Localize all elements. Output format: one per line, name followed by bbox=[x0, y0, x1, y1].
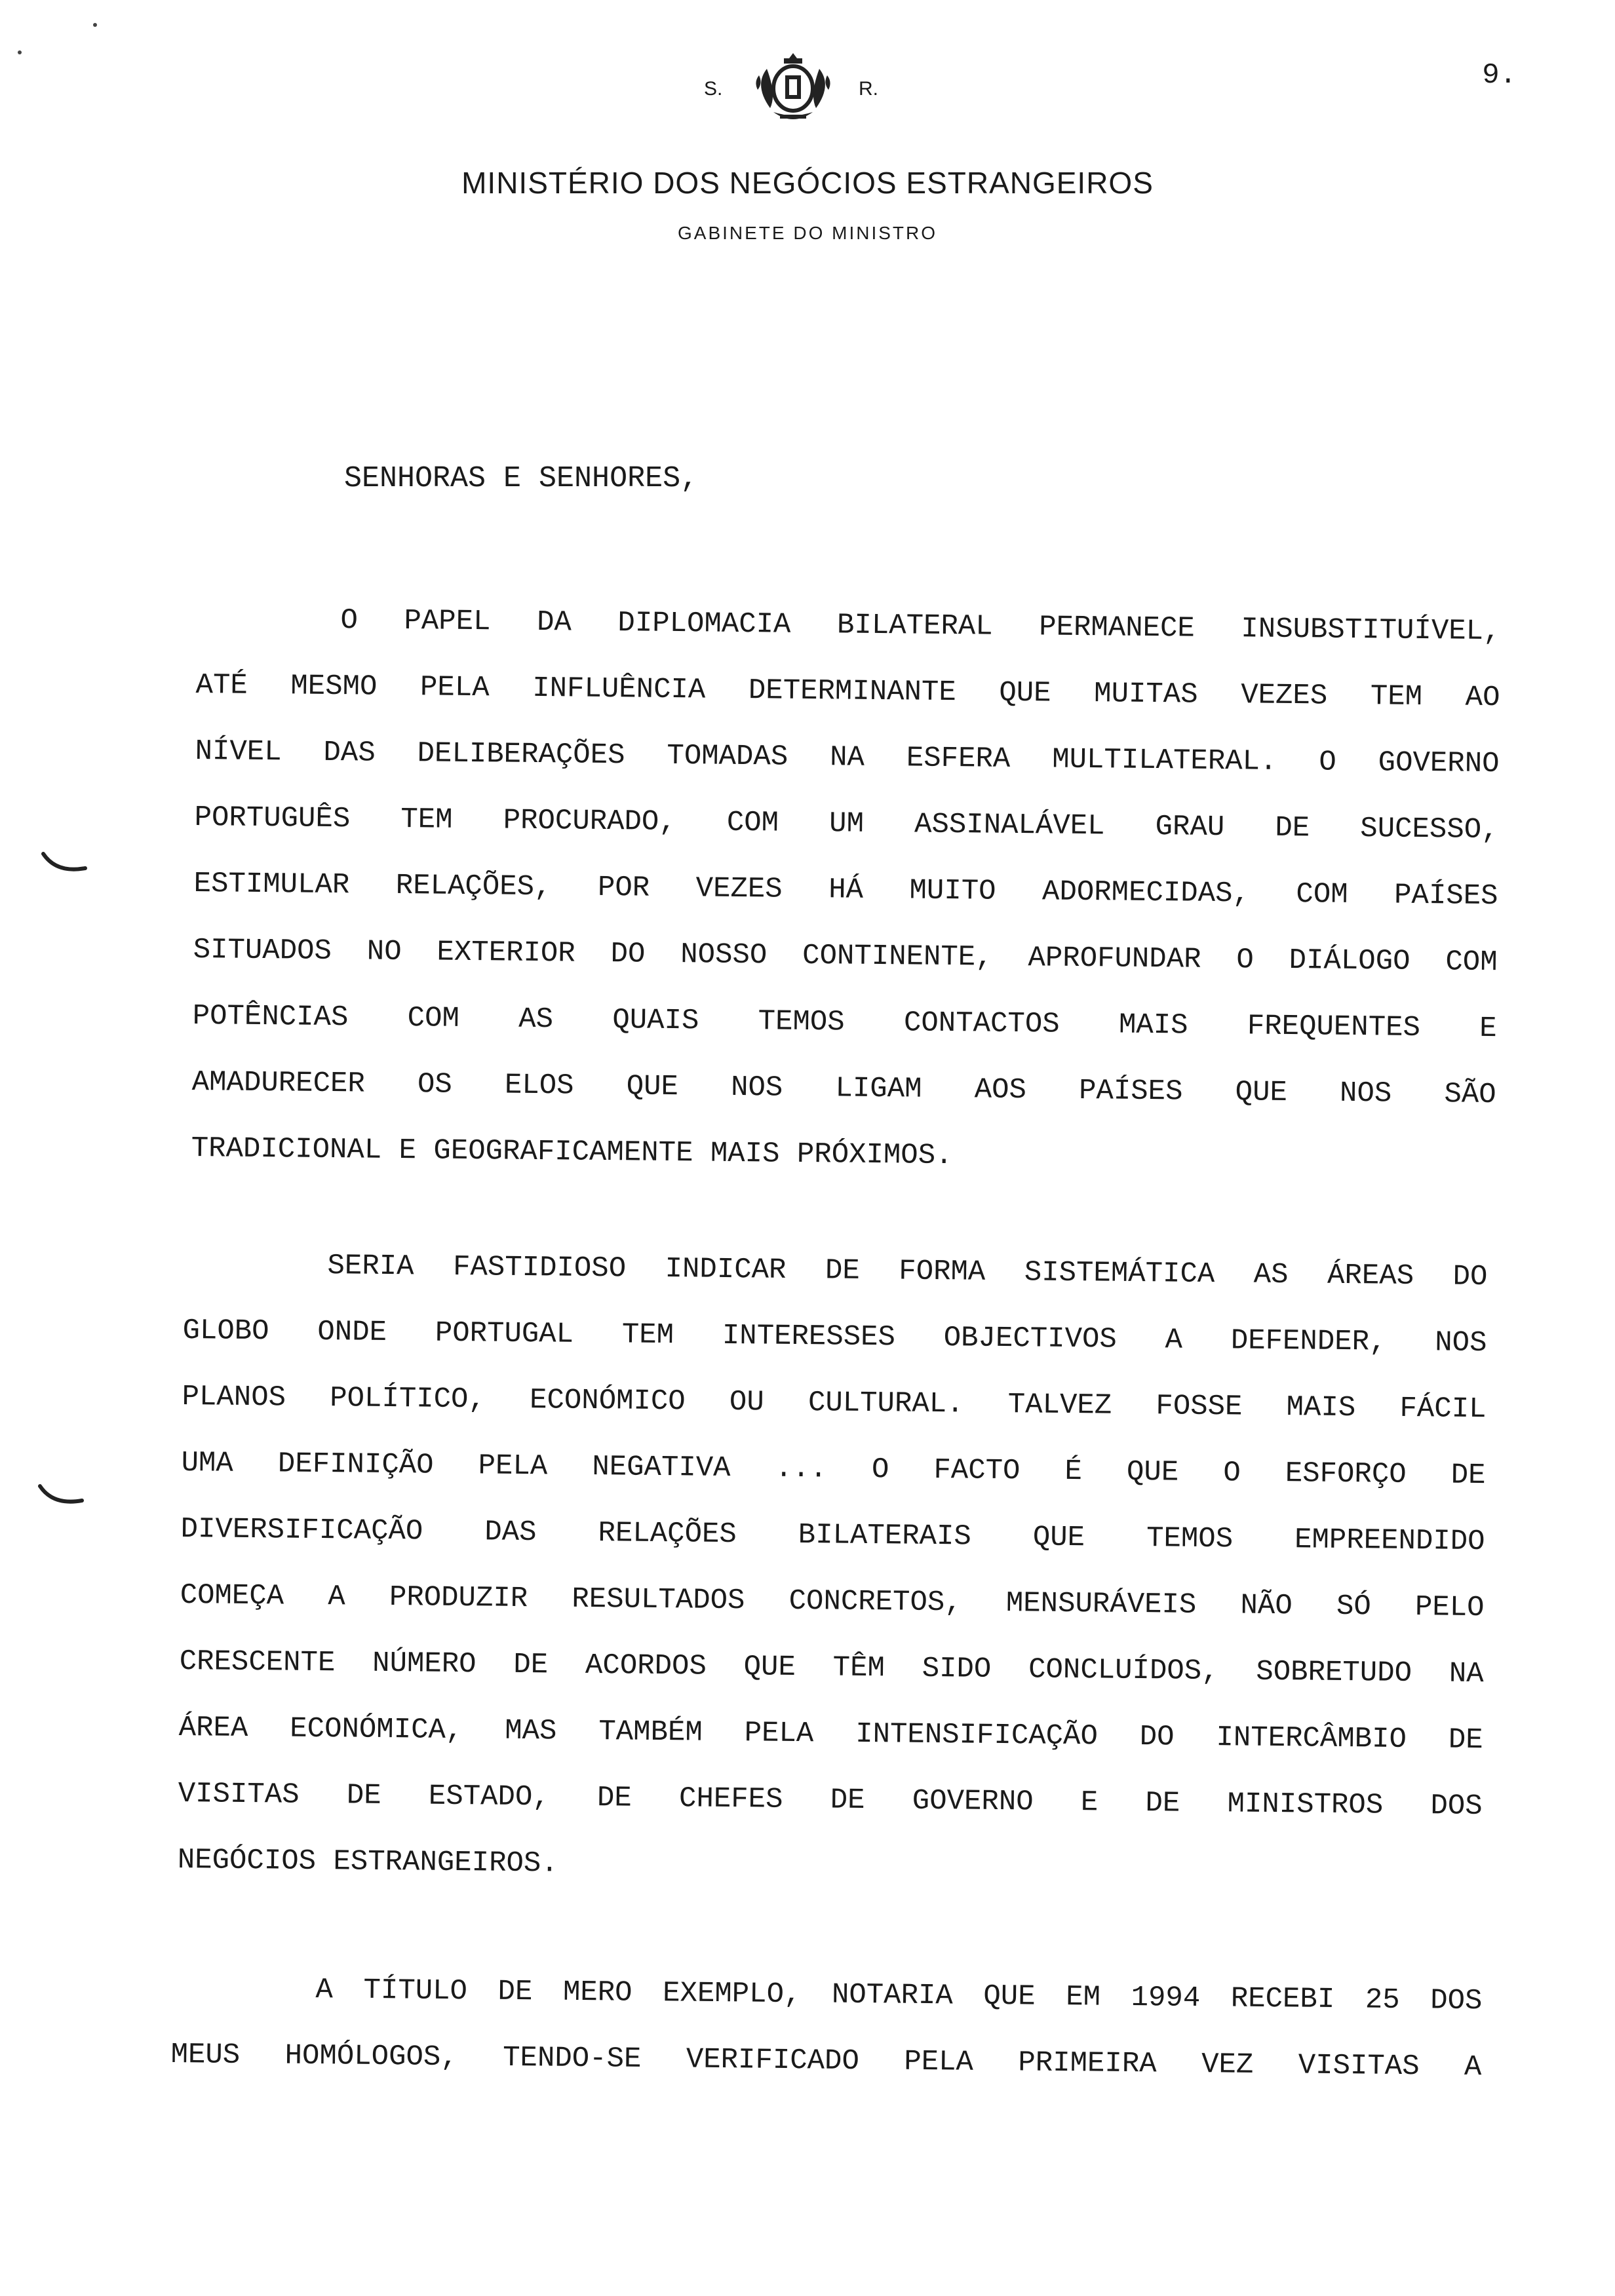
margin-tick-mark bbox=[36, 1481, 88, 1514]
paragraph-1 bbox=[191, 586, 1501, 1195]
text-line: UMA DEFINIÇÃO PELA NEGATIVA ... O FACTO É QUE O ESFORÇO DE bbox=[181, 1446, 1486, 1493]
text-line: A TÍTULO DE MERO EXEMPLO, NOTARIA QUE EM 1994 RECEBI 25 DOS bbox=[315, 1974, 1483, 2018]
text-line: SERIA FASTIDIOSO INDICAR DE FORMA SISTEMÁTICA AS ÁREAS DO bbox=[327, 1250, 1488, 1294]
scan-speck bbox=[88, 18, 102, 31]
text-line: O PAPEL DA DIPLOMACIA BILATERAL PERMANECE INSUBSTITUÍVEL, bbox=[340, 604, 1501, 649]
letterhead-marks bbox=[0, 49, 1615, 128]
cabinet-subtitle: GABINETE DO MINISTRO bbox=[677, 223, 938, 243]
page-number: 9. bbox=[1482, 59, 1517, 92]
text-line: GLOBO ONDE PORTUGAL TEM INTERESSES OBJECTIVOS A DEFENDER, NOS bbox=[182, 1314, 1487, 1360]
text-line: NEGÓCIOS ESTRANGEIROS. bbox=[177, 1843, 558, 1881]
letterhead-mark-left: S. bbox=[704, 78, 723, 100]
paragraph-2 bbox=[177, 1232, 1488, 1906]
salutation: SENHORAS E SENHORES, bbox=[344, 462, 699, 495]
text-line: AMADURECER OS ELOS QUE NOS LIGAM AOS PAÍSES QUE NOS SÃO bbox=[191, 1065, 1496, 1112]
letterhead-mark-right: R. bbox=[859, 78, 878, 100]
text-line: ESTIMULAR RELAÇÕES, POR VEZES HÁ MUITO ADORMECIDAS, COM PAÍSES bbox=[193, 867, 1498, 913]
text-line: SITUADOS NO EXTERIOR DO NOSSO CONTINENTE, APROFUNDAR O DIÁLOGO COM bbox=[193, 933, 1498, 980]
text-line: CRESCENTE NÚMERO DE ACORDOS QUE TÊM SIDO CONCLUÍDOS, SOBRETUDO NA bbox=[179, 1645, 1484, 1691]
margin-tick-mark bbox=[39, 849, 92, 881]
text-line: COMEÇA A PRODUZIR RESULTADOS CONCRETOS, MENSURÁVEIS NÃO SÓ PELO bbox=[180, 1578, 1485, 1625]
text-line: ATÉ MESMO PELA INFLUÊNCIA DETERMINANTE QUE MUITAS VEZES TEM AO bbox=[195, 668, 1500, 715]
text-line: DIVERSIFICAÇÃO DAS RELAÇÕES BILATERAIS QUE TEMOS EMPREENDIDO bbox=[180, 1512, 1485, 1559]
coat-of-arms-icon bbox=[741, 49, 846, 128]
text-line: PORTUGUÊS TEM PROCURADO, COM UM ASSINALÁVEL GRAU DE SUCESSO, bbox=[194, 801, 1499, 847]
text-line: VISITAS DE ESTADO, DE CHEFES DE GOVERNO E DE MINISTROS DOS bbox=[178, 1777, 1483, 1824]
text-line: TRADICIONAL E GEOGRAFICAMENTE MAIS PRÓXIMOS. bbox=[191, 1132, 953, 1173]
text-line: MEUS HOMÓLOGOS, TENDO-SE VERIFICADO PELA PRIMEIRA VEZ VISITAS A bbox=[170, 2038, 1482, 2084]
scan-speck bbox=[13, 46, 26, 59]
text-line: POTÊNCIAS COM AS QUAIS TEMOS CONTACTOS MAIS FREQUENTES E bbox=[192, 999, 1497, 1046]
paragraph-3 bbox=[170, 1956, 1483, 2101]
text-line: ÁREA ECONÓMICA, MAS TAMBÉM PELA INTENSIFICAÇÃO DO INTERCÂMBIO DE bbox=[178, 1711, 1483, 1757]
text-line: NÍVEL DAS DELIBERAÇÕES TOMADAS NA ESFERA MULTILATERAL. O GOVERNO bbox=[195, 735, 1500, 781]
text-line: PLANOS POLÍTICO, ECONÓMICO OU CULTURAL. TALVEZ FOSSE MAIS FÁCIL bbox=[182, 1380, 1487, 1426]
ministry-title: MINISTÉRIO DOS NEGÓCIOS ESTRANGEIROS bbox=[461, 166, 1154, 200]
